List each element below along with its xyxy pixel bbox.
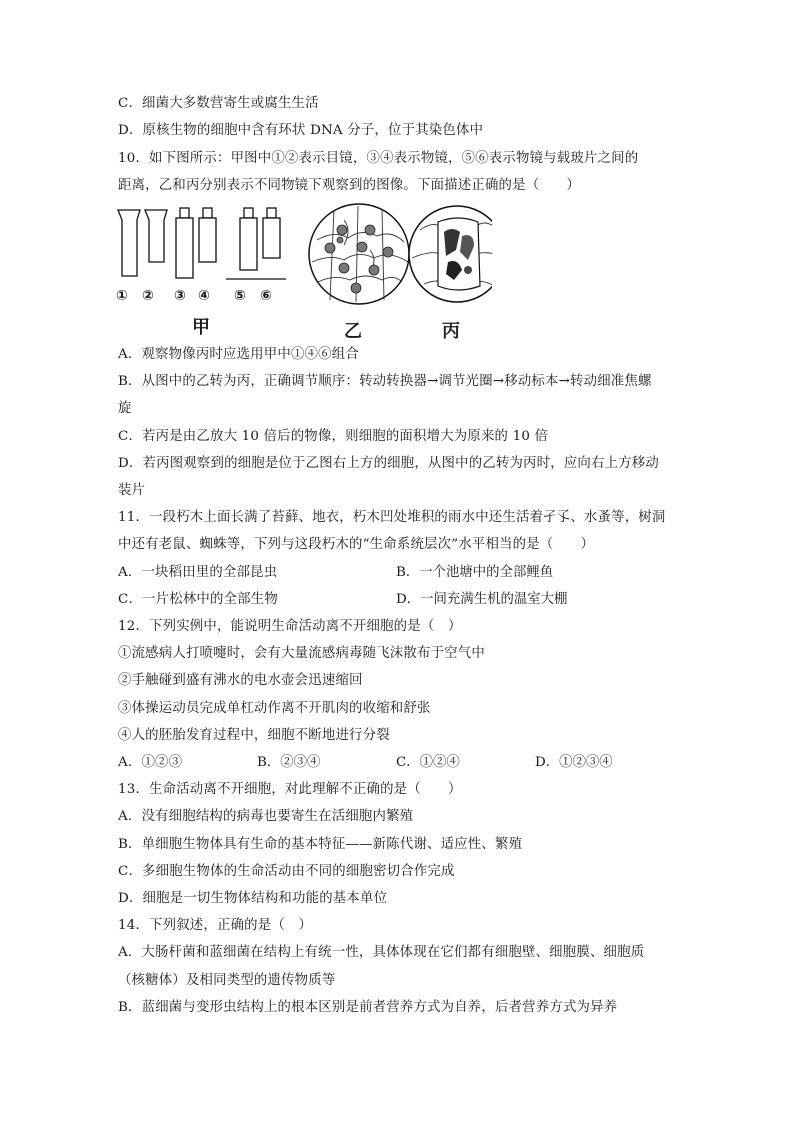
option-c-q9: C．细菌大多数营寄生或腐生生活 xyxy=(118,96,319,111)
view-bing-shape xyxy=(409,206,492,302)
label-3: ③ xyxy=(174,288,186,304)
label-yi: 乙 xyxy=(344,321,362,342)
q12-item-2: ②手触碰到盛有沸水的电水壶会迅速缩回 xyxy=(118,673,363,688)
option-d-q13: D．细胞是一切生物体结构和功能的基本单位 xyxy=(118,891,388,906)
option-c-q10: C．若丙是由乙放大 10 倍后的物像，则细胞的面积增大为原来的 10 倍 xyxy=(118,429,549,444)
option-b-q12: B．②③④ xyxy=(257,755,321,770)
label-4: ④ xyxy=(198,288,210,304)
option-a-q11: A．一块稻田里的全部昆虫 xyxy=(118,565,278,580)
option-b-q10-cont: 旋 xyxy=(118,401,132,416)
objective-4-shape xyxy=(199,208,216,262)
option-b-q13: B．单细胞生物体具有生命的基本特征——新陈代谢、适应性、繁殖 xyxy=(118,837,523,852)
objective-6-shape xyxy=(263,208,280,258)
question-10-line2: 距离，乙和丙分别表示不同物镜下观察到的图像。下面描述正确的是（ ） xyxy=(118,178,581,193)
q12-item-1: ①流感病人打喷嚏时，会有大量流感病毒随飞沫散布于空气中 xyxy=(118,646,485,661)
question-10-line1: 10．如下图所示：甲图中①②表示目镜，③④表示物镜，⑤⑥表示物镜与载玻片之间的 xyxy=(118,151,639,166)
option-a-q14: A．大肠杆菌和蓝细菌在结构上有统一性，具体体现在它们都有细胞壁、细胞膜、细胞质 xyxy=(118,945,645,960)
question-12: 12．下列实例中，能说明生命活动离不开细胞的是（ ） xyxy=(118,619,462,634)
label-2: ② xyxy=(142,288,154,304)
option-d-q11: D．一间充满生机的温室大棚 xyxy=(396,592,568,607)
option-a-q12: A．①②③ xyxy=(118,755,183,770)
option-b-q14: B．蓝细菌与变形虫结构上的根本区别是前者营养方式为自养，后者营养方式为异养 xyxy=(118,1000,618,1015)
figure-drawing xyxy=(112,200,492,345)
question-11-line1: 11．一段朽木上面长满了苔藓、地衣，朽木凹处堆积的雨水中还生活着孑孓、水蚤等，树洞 xyxy=(118,510,666,525)
option-a-q14-cont: （核糖体）及相同类型的遗传物质等 xyxy=(118,973,336,988)
option-b-q11: B．一个池塘中的全部鲤鱼 xyxy=(396,565,554,580)
option-c-q11: C．一片松林中的全部生物 xyxy=(118,592,278,607)
microscope-figure xyxy=(112,200,492,345)
option-d-q10-cont: 装片 xyxy=(118,483,146,498)
label-jia: 甲 xyxy=(192,317,210,338)
option-b-q10: B．从图中的乙转为丙，正确调节顺序：转动转换器→调节光圈→移动标本→转动细准焦螺 xyxy=(118,374,652,389)
option-d-q10: D．若丙图观察到的细胞是位于乙图右上方的细胞，从图中的乙转为丙时，应向右上方移动 xyxy=(118,456,659,471)
label-5: ⑤ xyxy=(234,288,246,304)
question-11-line2: 中还有老鼠、蜘蛛等，下列与这段朽木的“生命系统层次”水平相当的是（ ） xyxy=(118,537,595,552)
label-6: ⑥ xyxy=(260,288,272,304)
view-yi-shape xyxy=(309,204,409,304)
label-bing: 丙 xyxy=(442,321,460,342)
question-13: 13．生命活动离不开细胞，对此理解不正确的是（ ） xyxy=(118,782,462,797)
objective-3-shape xyxy=(176,208,193,278)
option-a-q10: A．观察物像丙时应选用甲中①④⑥组合 xyxy=(118,347,359,362)
objective-5-shape xyxy=(240,208,257,270)
option-c-q13: C．多细胞生物体的生命活动由不同的细胞密切合作完成 xyxy=(118,864,455,879)
option-c-q12: C．①②④ xyxy=(396,755,460,770)
option-d-q9: D．原核生物的细胞中含有环状 DNA 分子，位于其染色体中 xyxy=(118,123,484,138)
eyepiece-2-shape xyxy=(145,210,167,262)
option-a-q13: A．没有细胞结构的病毒也要寄生在活细胞内繁殖 xyxy=(118,809,414,824)
question-14: 14．下列叙述，正确的是（ ） xyxy=(118,918,313,933)
q12-item-3: ③体操运动员完成单杠动作离不开肌肉的收缩和舒张 xyxy=(118,701,431,716)
label-1: ① xyxy=(116,288,128,304)
option-d-q12: D．①②③④ xyxy=(535,755,613,770)
q12-item-4: ④人的胚胎发育过程中，细胞不断地进行分裂 xyxy=(118,728,390,743)
eyepiece-1-shape xyxy=(118,210,140,276)
